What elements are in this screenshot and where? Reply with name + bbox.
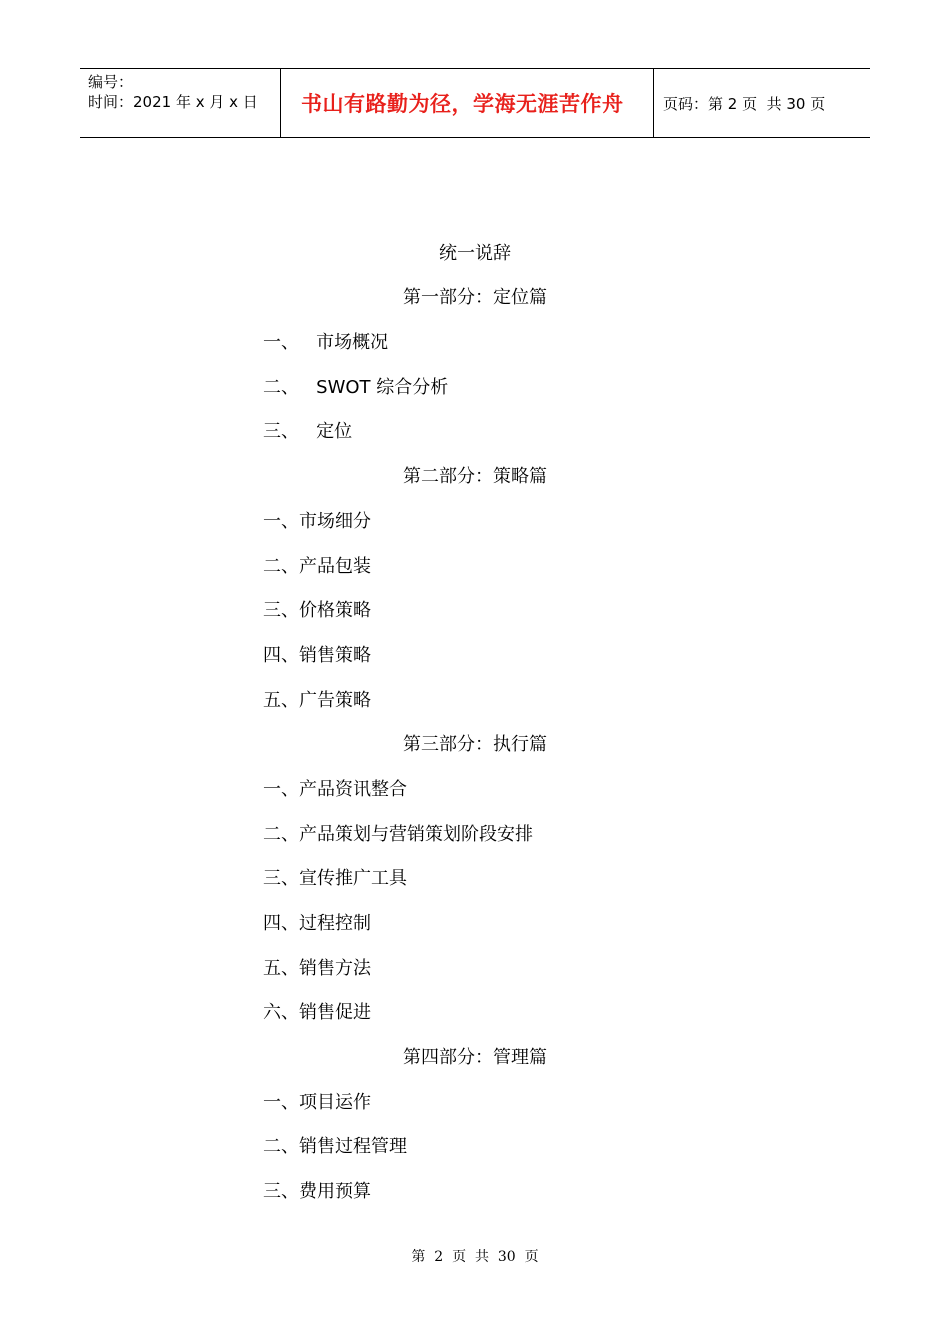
toc-item: 二、 SWOT 综合分析 <box>263 377 449 398</box>
part-heading: 第三部分：执行篇 <box>403 734 547 755</box>
page-info: 页码：第 2 页 共 30 页 <box>663 94 826 113</box>
toc-item: 三、宣传推广工具 <box>263 868 407 889</box>
toc-title: 统一说辞 <box>439 243 511 264</box>
toc-item: 一、市场细分 <box>263 511 371 532</box>
toc-item: 五、广告策略 <box>263 690 371 711</box>
toc-item: 二、产品包装 <box>263 556 371 577</box>
toc-item: 一、产品资讯整合 <box>263 779 407 800</box>
document-header <box>80 68 870 138</box>
toc-item: 三、费用预算 <box>263 1181 371 1202</box>
toc-item: 三、价格策略 <box>263 600 371 621</box>
toc-item: 一、 市场概况 <box>263 332 389 353</box>
time-line: 时间：2021 年 x 月 x 日 <box>88 93 258 111</box>
toc-item: 一、项目运作 <box>263 1092 371 1113</box>
part-heading: 第二部分：策略篇 <box>403 466 547 487</box>
number-label: 编号： <box>88 73 134 91</box>
toc-item: 三、 定位 <box>263 421 353 442</box>
part-heading: 第一部分：定位篇 <box>403 287 547 308</box>
header-motto-cell <box>281 69 654 137</box>
toc-item: 六、销售促进 <box>263 1002 371 1023</box>
toc-item: 五、销售方法 <box>263 958 371 979</box>
header-left-cell <box>80 69 281 137</box>
motto-text: 书山有路勤为径，学海无涯苦作舟 <box>301 92 624 116</box>
toc-item: 二、产品策划与营销策划阶段安排 <box>263 824 533 845</box>
toc-item: 四、过程控制 <box>263 913 371 934</box>
part-heading: 第四部分：管理篇 <box>403 1047 547 1068</box>
page-footer: 第 2 页 共 30 页 <box>411 1249 539 1265</box>
toc-item: 四、销售策略 <box>263 645 371 666</box>
toc-item: 二、销售过程管理 <box>263 1136 407 1157</box>
header-page-cell <box>654 69 870 137</box>
